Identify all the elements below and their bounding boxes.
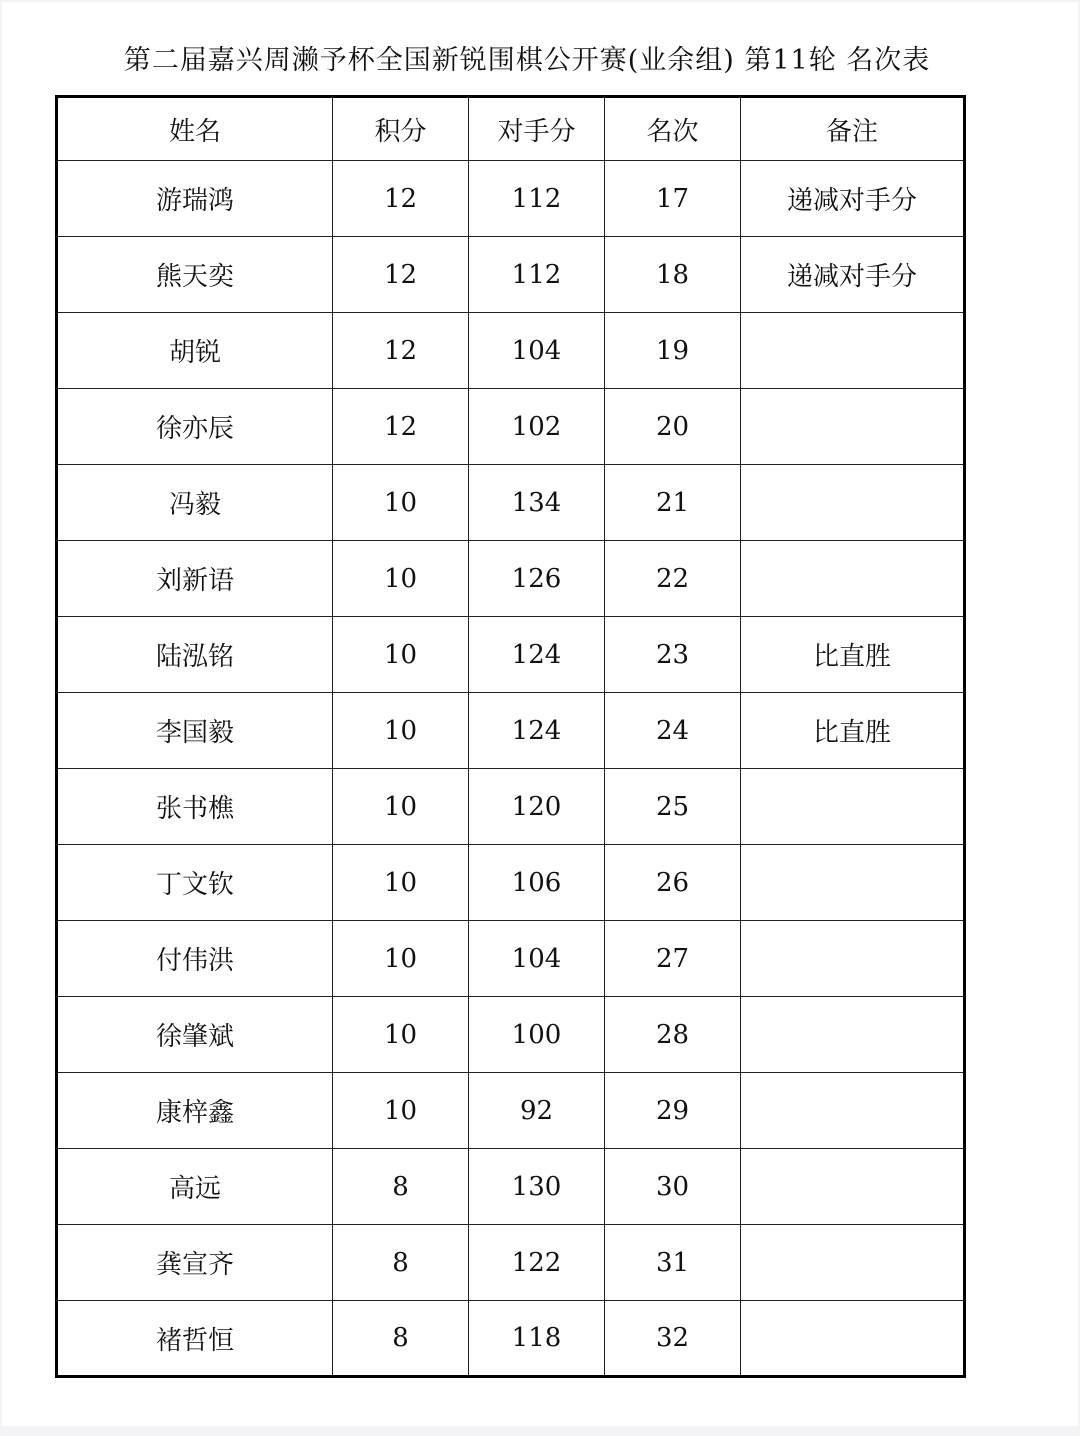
cell-score: 10: [333, 693, 469, 769]
cell-score: 10: [333, 769, 469, 845]
cell-note: 递减对手分: [741, 237, 965, 313]
cell-rank: 27: [605, 921, 741, 997]
cell-name: 刘新语: [57, 541, 333, 617]
table-row: [57, 921, 965, 997]
cell-rank: 32: [605, 1301, 741, 1377]
table-row: [57, 389, 965, 465]
cell-note: 递减对手分: [741, 161, 965, 237]
cell-opponent-score: 130: [469, 1149, 605, 1225]
cell-opponent-score: 102: [469, 389, 605, 465]
cell-score: 8: [333, 1149, 469, 1225]
table-row: [57, 465, 965, 541]
column-header-note: 备注: [741, 97, 965, 161]
table-row: [57, 693, 965, 769]
cell-name: 陆泓铭: [57, 617, 333, 693]
table-row: [57, 541, 965, 617]
cell-name: 褚哲恒: [57, 1301, 333, 1377]
cell-name: 徐亦辰: [57, 389, 333, 465]
table-row: [57, 1073, 965, 1149]
table-row: [57, 161, 965, 237]
cell-opponent-score: 104: [469, 313, 605, 389]
table-row: [57, 237, 965, 313]
cell-score: 10: [333, 921, 469, 997]
table-row: [57, 845, 965, 921]
cell-score: 10: [333, 997, 469, 1073]
table-row: [57, 313, 965, 389]
cell-score: 8: [333, 1225, 469, 1301]
cell-name: 付伟洪: [57, 921, 333, 997]
cell-note: [741, 389, 965, 465]
cell-name: 李国毅: [57, 693, 333, 769]
cell-rank: 31: [605, 1225, 741, 1301]
cell-opponent-score: 122: [469, 1225, 605, 1301]
cell-note: [741, 1301, 965, 1377]
cell-name: 康梓鑫: [57, 1073, 333, 1149]
table-row: [57, 997, 965, 1073]
cell-note: 比直胜: [741, 617, 965, 693]
cell-rank: 17: [605, 161, 741, 237]
cell-opponent-score: 134: [469, 465, 605, 541]
cell-rank: 21: [605, 465, 741, 541]
cell-opponent-score: 120: [469, 769, 605, 845]
cell-opponent-score: 126: [469, 541, 605, 617]
cell-rank: 23: [605, 617, 741, 693]
cell-score: 12: [333, 389, 469, 465]
cell-note: [741, 313, 965, 389]
cell-opponent-score: 124: [469, 617, 605, 693]
cell-note: [741, 465, 965, 541]
cell-note: 比直胜: [741, 693, 965, 769]
column-header-opponent-score: 对手分: [469, 97, 605, 161]
cell-name: 徐肇斌: [57, 997, 333, 1073]
cell-score: 10: [333, 465, 469, 541]
cell-rank: 24: [605, 693, 741, 769]
cell-name: 龚宣齐: [57, 1225, 333, 1301]
table-row: [57, 769, 965, 845]
cell-note: [741, 541, 965, 617]
cell-note: [741, 845, 965, 921]
cell-name: 高远: [57, 1149, 333, 1225]
cell-opponent-score: 124: [469, 693, 605, 769]
cell-rank: 26: [605, 845, 741, 921]
cell-opponent-score: 118: [469, 1301, 605, 1377]
table-body: [57, 161, 965, 1377]
cell-note: [741, 1073, 965, 1149]
cell-opponent-score: 104: [469, 921, 605, 997]
cell-name: 张书樵: [57, 769, 333, 845]
cell-name: 丁文钦: [57, 845, 333, 921]
table-row: [57, 1149, 965, 1225]
cell-note: [741, 997, 965, 1073]
header-row: [57, 97, 965, 161]
table-row: [57, 617, 965, 693]
cell-score: 12: [333, 237, 469, 313]
cell-rank: 22: [605, 541, 741, 617]
cell-rank: 28: [605, 997, 741, 1073]
cell-rank: 19: [605, 313, 741, 389]
cell-rank: 30: [605, 1149, 741, 1225]
cell-name: 游瑞鸿: [57, 161, 333, 237]
table-row: [57, 1301, 965, 1377]
column-header-name: 姓名: [57, 97, 333, 161]
document-page: [2, 2, 1078, 1426]
cell-score: 10: [333, 1073, 469, 1149]
cell-rank: 25: [605, 769, 741, 845]
cell-name: 冯毅: [57, 465, 333, 541]
cell-note: [741, 1225, 965, 1301]
cell-opponent-score: 112: [469, 237, 605, 313]
cell-note: [741, 1149, 965, 1225]
cell-score: 10: [333, 845, 469, 921]
table-header: [57, 97, 965, 161]
cell-score: 12: [333, 313, 469, 389]
cell-note: [741, 921, 965, 997]
cell-score: 12: [333, 161, 469, 237]
cell-note: [741, 769, 965, 845]
cell-opponent-score: 92: [469, 1073, 605, 1149]
column-header-rank: 名次: [605, 97, 741, 161]
cell-score: 10: [333, 541, 469, 617]
cell-rank: 18: [605, 237, 741, 313]
cell-score: 8: [333, 1301, 469, 1377]
cell-opponent-score: 106: [469, 845, 605, 921]
cell-name: 熊天奕: [57, 237, 333, 313]
column-header-score: 积分: [333, 97, 469, 161]
standings-table: [55, 95, 966, 1378]
cell-score: 10: [333, 617, 469, 693]
page-title: 第二届嘉兴周濑予杯全国新锐围棋公开赛(业余组) 第11轮 名次表: [123, 45, 931, 76]
cell-rank: 20: [605, 389, 741, 465]
cell-name: 胡锐: [57, 313, 333, 389]
cell-rank: 29: [605, 1073, 741, 1149]
cell-opponent-score: 100: [469, 997, 605, 1073]
table-row: [57, 1225, 965, 1301]
cell-opponent-score: 112: [469, 161, 605, 237]
